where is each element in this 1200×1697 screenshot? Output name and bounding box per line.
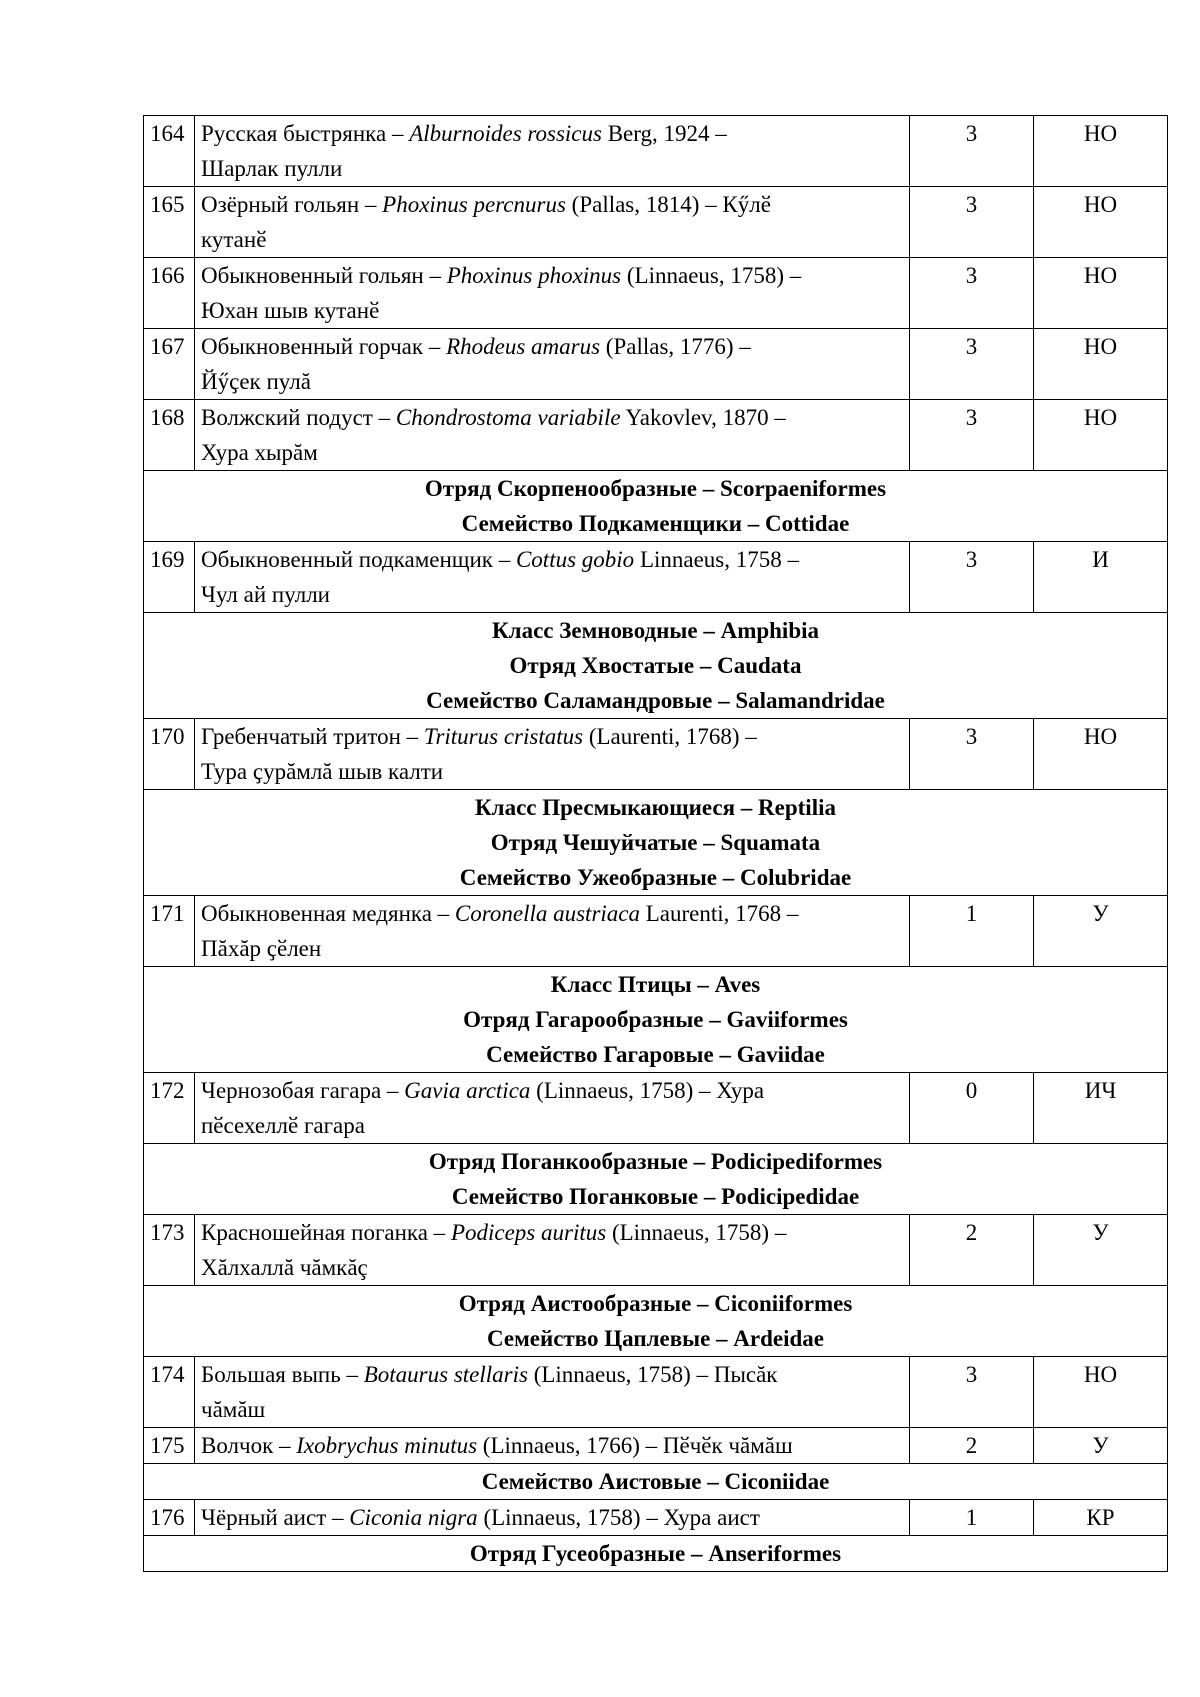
taxon-header-line: Отряд Гагарообразные – Gaviiformes — [463, 1007, 848, 1032]
taxon-header-line: Семейство Цаплевые – Ardeidae — [487, 1326, 824, 1351]
russian-name: Чёрный аист – — [201, 1505, 350, 1530]
taxon-header-row — [144, 471, 1168, 542]
chuvash-name: Тура ҫурăмлă шыв калти — [201, 759, 444, 784]
russian-name: Обыкновенная медянка – — [201, 901, 455, 926]
taxon-header-line: Отряд Гусеобразные – Anseriformes — [469, 1541, 842, 1566]
taxon-header-row — [144, 1536, 1168, 1572]
taxon-header-line: Семейство Подкаменщики – Cottidae — [461, 511, 850, 536]
species-name-cell — [195, 719, 910, 790]
russian-name: Русская быстрянка – — [201, 121, 410, 146]
taxon-header-cell — [144, 790, 1168, 896]
species-name-cell — [195, 116, 910, 187]
author-year: (Laurenti, 1768) – — [583, 724, 757, 749]
species-name-cell — [195, 1073, 910, 1144]
rarity-category: 0 — [910, 1073, 1034, 1144]
latin-name: Phoxinus percnurus — [382, 192, 566, 217]
rarity-category: 3 — [910, 187, 1034, 258]
author-year: Linnaeus, 1758 – — [634, 547, 799, 572]
species-name-cell — [195, 896, 910, 967]
rarity-category: 3 — [910, 116, 1034, 187]
rarity-category: 2 — [910, 1215, 1034, 1286]
latin-name: Rhodeus amarus — [446, 334, 601, 359]
author-year: (Linnaeus, 1758) – Хура — [530, 1078, 765, 1103]
russian-name: Гребенчатый тритон – — [201, 724, 424, 749]
species-row — [144, 719, 1168, 790]
taxon-header-cell — [144, 967, 1168, 1073]
chuvash-name: Пăхăр ҫӗлен — [201, 936, 322, 961]
chuvash-name: Чул ай пулли — [201, 582, 330, 607]
latin-name: Ciconia nigra — [349, 1505, 478, 1530]
status-code: У — [1034, 896, 1168, 967]
russian-name: Обыкновенный горчак – — [201, 334, 447, 359]
taxon-header-cell — [144, 1144, 1168, 1215]
species-row — [144, 1428, 1168, 1464]
latin-name: Phoxinus phoxinus — [446, 263, 622, 288]
taxon-header-line: Семейство Гагаровые – Gaviidae — [486, 1042, 825, 1067]
taxon-header-line: Семейство Ужеобразные – Colubridae — [459, 865, 852, 890]
species-name-cell — [195, 258, 910, 329]
species-name-cell — [195, 187, 910, 258]
status-code: НО — [1034, 1357, 1168, 1428]
author-year: (Pallas, 1814) – Кӳлӗ — [565, 192, 771, 217]
rarity-category: 1 — [910, 896, 1034, 967]
taxon-header-row — [144, 1464, 1168, 1500]
taxon-header-cell — [144, 1464, 1168, 1500]
russian-name: Чернозобая гагара – — [201, 1078, 405, 1103]
taxon-header-line: Отряд Чешуйчатые – Squamata — [490, 830, 821, 855]
taxon-header-cell — [144, 1536, 1168, 1572]
species-number: 172 — [144, 1073, 195, 1144]
chuvash-name: Шарлак пулли — [201, 156, 343, 181]
species-row — [144, 1215, 1168, 1286]
species-number: 165 — [144, 187, 195, 258]
species-name-cell — [195, 329, 910, 400]
author-year: Yakovlev, 1870 – — [620, 405, 786, 430]
author-year: (Linnaeus, 1758) – Хура аист — [477, 1505, 760, 1530]
status-code: НО — [1034, 719, 1168, 790]
author-year: (Linnaeus, 1758) – — [621, 263, 802, 288]
latin-name: Alburnoides rossicus — [409, 121, 602, 146]
status-code: И — [1034, 542, 1168, 613]
status-code: НО — [1034, 258, 1168, 329]
species-name-cell — [195, 1428, 910, 1464]
russian-name: Красношейная поганка – — [201, 1220, 451, 1245]
taxon-header-row — [144, 1144, 1168, 1215]
species-number: 171 — [144, 896, 195, 967]
species-row — [144, 1073, 1168, 1144]
status-code: ИЧ — [1034, 1073, 1168, 1144]
species-row — [144, 1357, 1168, 1428]
author-year: (Linnaeus, 1766) – Пӗчӗк чăмăш — [477, 1433, 793, 1458]
latin-name: Cottus gobio — [515, 547, 635, 572]
author-year: (Linnaeus, 1758) – Пысăк — [527, 1362, 778, 1387]
taxon-header-line: Семейство Саламандровые – Salamandridae — [426, 688, 885, 713]
species-row — [144, 258, 1168, 329]
latin-name: Triturus cristatus — [423, 724, 584, 749]
species-number: 167 — [144, 329, 195, 400]
species-number: 173 — [144, 1215, 195, 1286]
taxon-header-line: Класс Пресмыкающиеся – Reptilia — [475, 795, 836, 820]
species-number: 176 — [144, 1500, 195, 1536]
latin-name: Botaurus stellaris — [363, 1362, 528, 1387]
latin-name: Coronella austriaca — [454, 901, 640, 926]
chuvash-name: Йӳҫек пулă — [201, 369, 311, 394]
status-code: НО — [1034, 329, 1168, 400]
taxon-header-line: Отряд Аистообразные – Ciconiiformes — [458, 1291, 853, 1316]
latin-name: Ixobrychus minutus — [296, 1433, 478, 1458]
author-year: Berg, 1924 – — [601, 121, 727, 146]
species-table-body — [144, 116, 1168, 1572]
latin-name: Gavia arctica — [404, 1078, 531, 1103]
species-name-cell — [195, 1500, 910, 1536]
russian-name: Обыкновенный подкаменщик – — [201, 547, 516, 572]
species-number: 175 — [144, 1428, 195, 1464]
russian-name: Волчок – — [201, 1433, 297, 1458]
species-row — [144, 329, 1168, 400]
status-code: НО — [1034, 400, 1168, 471]
russian-name: Волжский подуст – — [201, 405, 396, 430]
taxon-header-row — [144, 1286, 1168, 1357]
species-number: 174 — [144, 1357, 195, 1428]
rarity-category: 3 — [910, 542, 1034, 613]
chuvash-name: Юхан шыв кутанӗ — [201, 298, 380, 323]
taxon-header-line: Отряд Поганкообразные – Podicipediformes — [428, 1149, 883, 1174]
rarity-category: 2 — [910, 1428, 1034, 1464]
taxon-header-row — [144, 613, 1168, 719]
status-code: У — [1034, 1215, 1168, 1286]
status-code: НО — [1034, 187, 1168, 258]
species-number: 166 — [144, 258, 195, 329]
chuvash-name: кутанӗ — [201, 227, 267, 252]
taxon-header-row — [144, 967, 1168, 1073]
species-number: 164 — [144, 116, 195, 187]
species-row — [144, 400, 1168, 471]
chuvash-name: пӗсехеллӗ гагара — [201, 1113, 365, 1138]
author-year: (Linnaeus, 1758) – — [606, 1220, 787, 1245]
russian-name: Большая выпь – — [201, 1362, 364, 1387]
rarity-category: 3 — [910, 400, 1034, 471]
species-name-cell — [195, 542, 910, 613]
species-number: 170 — [144, 719, 195, 790]
taxon-header-cell — [144, 1286, 1168, 1357]
species-table — [143, 115, 1168, 1572]
species-row — [144, 896, 1168, 967]
rarity-category: 1 — [910, 1500, 1034, 1536]
species-number: 168 — [144, 400, 195, 471]
species-name-cell — [195, 1215, 910, 1286]
author-year: Laurenti, 1768 – — [640, 901, 799, 926]
species-name-cell — [195, 400, 910, 471]
taxon-header-line: Класс Птицы – Aves — [550, 972, 761, 997]
taxon-header-line: Семейство Поганковые – Podicipedidae — [451, 1184, 860, 1209]
species-row — [144, 542, 1168, 613]
chuvash-name: чăмăш — [201, 1397, 266, 1422]
author-year: (Pallas, 1776) – — [600, 334, 751, 359]
rarity-category: 3 — [910, 1357, 1034, 1428]
rarity-category: 3 — [910, 329, 1034, 400]
latin-name: Chondrostoma variabile — [395, 405, 621, 430]
species-row — [144, 187, 1168, 258]
taxon-header-line: Отряд Хвостатые – Caudata — [509, 653, 802, 678]
taxon-header-line: Класс Земноводные – Amphibia — [491, 618, 820, 643]
chuvash-name: Хура хырăм — [201, 440, 318, 465]
rarity-category: 3 — [910, 719, 1034, 790]
latin-name: Podiceps auritus — [450, 1220, 607, 1245]
taxon-header-line: Отряд Скорпенообразные – Scorpaeniformes — [424, 476, 887, 501]
status-code: У — [1034, 1428, 1168, 1464]
status-code: НО — [1034, 116, 1168, 187]
taxon-header-cell — [144, 471, 1168, 542]
species-name-cell — [195, 1357, 910, 1428]
rarity-category: 3 — [910, 258, 1034, 329]
taxon-header-line: Семейство Аистовые – Ciconiidae — [481, 1469, 830, 1494]
russian-name: Озёрный гольян – — [201, 192, 383, 217]
chuvash-name: Хăлхаллă чăмкăç — [201, 1255, 368, 1280]
species-row — [144, 116, 1168, 187]
taxon-header-cell — [144, 613, 1168, 719]
species-number: 169 — [144, 542, 195, 613]
status-code: КР — [1034, 1500, 1168, 1536]
russian-name: Обыкновенный гольян – — [201, 263, 447, 288]
taxon-header-row — [144, 790, 1168, 896]
species-row — [144, 1500, 1168, 1536]
